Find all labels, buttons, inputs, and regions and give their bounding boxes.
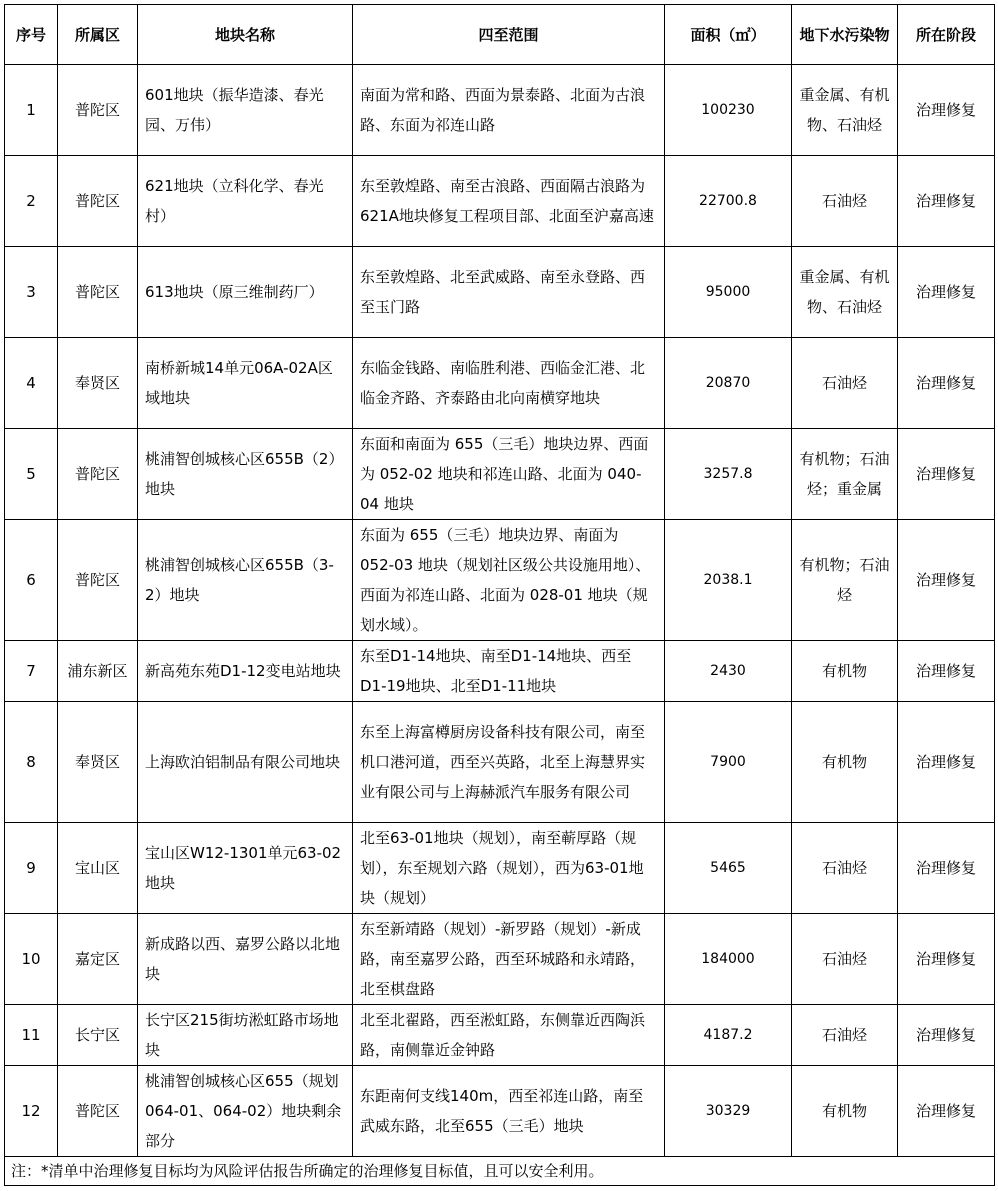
cell-pollutant: 有机物；石油烃 [792,520,898,641]
cell-name: 桃浦智创城核心区655（规划064-01、064-02）地块剩余部分 [138,1066,353,1157]
cell-stage: 治理修复 [898,702,995,823]
cell-stage: 治理修复 [898,65,995,156]
cell-name: 长宁区215街坊淞虹路市场地块 [138,1005,353,1066]
cell-area: 2038.1 [665,520,792,641]
cell-stage: 治理修复 [898,1005,995,1066]
cell-area: 184000 [665,914,792,1005]
cell-stage: 治理修复 [898,156,995,247]
cell-bounds: 东至新靖路（规划）-新罗路（规划）-新成路，南至嘉罗公路，西至环城路和永靖路，北至棋盘路 [353,914,665,1005]
cell-name: 南桥新城14单元06A-02A区域地块 [138,338,353,429]
cell-seq: 10 [5,914,58,1005]
cell-district: 普陀区 [58,1066,138,1157]
cell-stage: 治理修复 [898,914,995,1005]
cell-bounds: 北至北翟路，西至淞虹路，东侧靠近西陶浜路，南侧靠近金钟路 [353,1005,665,1066]
cell-seq: 8 [5,702,58,823]
cell-district: 普陀区 [58,520,138,641]
cell-name: 上海欧泊铝制品有限公司地块 [138,702,353,823]
cell-district: 嘉定区 [58,914,138,1005]
cell-stage: 治理修复 [898,823,995,914]
cell-bounds: 东临金钱路、南临胜利港、西临金汇港、北临金齐路、齐泰路由北向南横穿地块 [353,338,665,429]
cell-district: 普陀区 [58,65,138,156]
cell-seq: 6 [5,520,58,641]
cell-area: 2430 [665,641,792,702]
header-area: 面积（㎡） [665,5,792,65]
table-row [5,1066,995,1157]
cell-bounds: 东面和南面为 655（三毛）地块边界、西面为 052-02 地块和祁连山路、北面为 040-04 地块 [353,429,665,520]
cell-stage: 治理修复 [898,429,995,520]
cell-district: 长宁区 [58,1005,138,1066]
note-row [5,1157,995,1186]
cell-seq: 2 [5,156,58,247]
header-stage: 所在阶段 [898,5,995,65]
cell-name: 宝山区W12-1301单元63-02地块 [138,823,353,914]
table-row [5,823,995,914]
cell-seq: 9 [5,823,58,914]
cell-bounds: 东距南何支线140m，西至祁连山路，南至武威东路，北至655（三毛）地块 [353,1066,665,1157]
cell-district: 普陀区 [58,247,138,338]
cell-seq: 12 [5,1066,58,1157]
header-bounds: 四至范围 [353,5,665,65]
cell-bounds: 东至上海富樽厨房设备科技有限公司，南至机口港河道，西至兴英路，北至上海慧界实业有限公司与上海赫派汽车服务有限公司 [353,702,665,823]
cell-pollutant: 重金属、有机物、石油烃 [792,65,898,156]
cell-district: 浦东新区 [58,641,138,702]
cell-district: 奉贤区 [58,702,138,823]
cell-seq: 5 [5,429,58,520]
cell-stage: 治理修复 [898,520,995,641]
cell-name: 621地块（立科化学、春光村） [138,156,353,247]
header-pollutant: 地下水污染物 [792,5,898,65]
cell-bounds: 东至敦煌路、南至古浪路、西面隔古浪路为621A地块修复工程项目部、北面至沪嘉高速 [353,156,665,247]
cell-seq: 1 [5,65,58,156]
cell-pollutant: 石油烃 [792,338,898,429]
cell-stage: 治理修复 [898,338,995,429]
cell-area: 5465 [665,823,792,914]
cell-name: 613地块（原三维制药厂） [138,247,353,338]
cell-pollutant: 石油烃 [792,914,898,1005]
cell-district: 奉贤区 [58,338,138,429]
cell-area: 95000 [665,247,792,338]
cell-area: 7900 [665,702,792,823]
cell-seq: 7 [5,641,58,702]
table-row [5,338,995,429]
cell-pollutant: 石油烃 [792,1005,898,1066]
cell-area: 20870 [665,338,792,429]
cell-area: 22700.8 [665,156,792,247]
cell-pollutant: 有机物；石油烃；重金属 [792,429,898,520]
header-name: 地块名称 [138,5,353,65]
cell-pollutant: 石油烃 [792,156,898,247]
table-row [5,429,995,520]
cell-pollutant: 有机物 [792,641,898,702]
cell-name: 601地块（振华造漆、春光园、万伟） [138,65,353,156]
table-row [5,520,995,641]
cell-district: 普陀区 [58,156,138,247]
cell-seq: 4 [5,338,58,429]
cell-bounds: 南面为常和路、西面为景泰路、北面为古浪路、东面为祁连山路 [353,65,665,156]
table-row [5,1005,995,1066]
header-seq: 序号 [5,5,58,65]
cell-area: 3257.8 [665,429,792,520]
table-row [5,702,995,823]
cell-pollutant: 重金属、有机物、石油烃 [792,247,898,338]
cell-pollutant: 有机物 [792,702,898,823]
cell-name: 桃浦智创城核心区655B（3-2）地块 [138,520,353,641]
cell-seq: 3 [5,247,58,338]
cell-area: 100230 [665,65,792,156]
cell-district: 宝山区 [58,823,138,914]
cell-name: 新成路以西、嘉罗公路以北地块 [138,914,353,1005]
table-row [5,641,995,702]
cell-bounds: 东面为 655（三毛）地块边界、南面为 052-03 地块（规划社区级公共设施用地）、西面为祁连山路、北面为 028-01 地块（规划水域）。 [353,520,665,641]
cell-stage: 治理修复 [898,247,995,338]
cell-district: 普陀区 [58,429,138,520]
table-row [5,156,995,247]
header-row [5,5,995,65]
table-row [5,914,995,1005]
site-list-table [4,4,995,1186]
cell-stage: 治理修复 [898,1066,995,1157]
cell-area: 30329 [665,1066,792,1157]
cell-bounds: 东至D1-14地块、南至D1-14地块、西至D1-19地块、北至D1-11地块 [353,641,665,702]
header-district: 所属区 [58,5,138,65]
cell-bounds: 北至63-01地块（规划），南至蕲厚路（规划），东至规划六路（规划），西为63-01地块（规划） [353,823,665,914]
cell-seq: 11 [5,1005,58,1066]
table-note: 注：*清单中治理修复目标均为风险评估报告所确定的治理修复目标值，且可以安全利用。 [5,1157,995,1186]
cell-bounds: 东至敦煌路、北至武威路、南至永登路、西至玉门路 [353,247,665,338]
cell-area: 4187.2 [665,1005,792,1066]
cell-stage: 治理修复 [898,641,995,702]
cell-pollutant: 石油烃 [792,823,898,914]
table-row [5,65,995,156]
table-row [5,247,995,338]
cell-pollutant: 有机物 [792,1066,898,1157]
cell-name: 桃浦智创城核心区655B（2）地块 [138,429,353,520]
cell-name: 新高苑东苑D1-12变电站地块 [138,641,353,702]
